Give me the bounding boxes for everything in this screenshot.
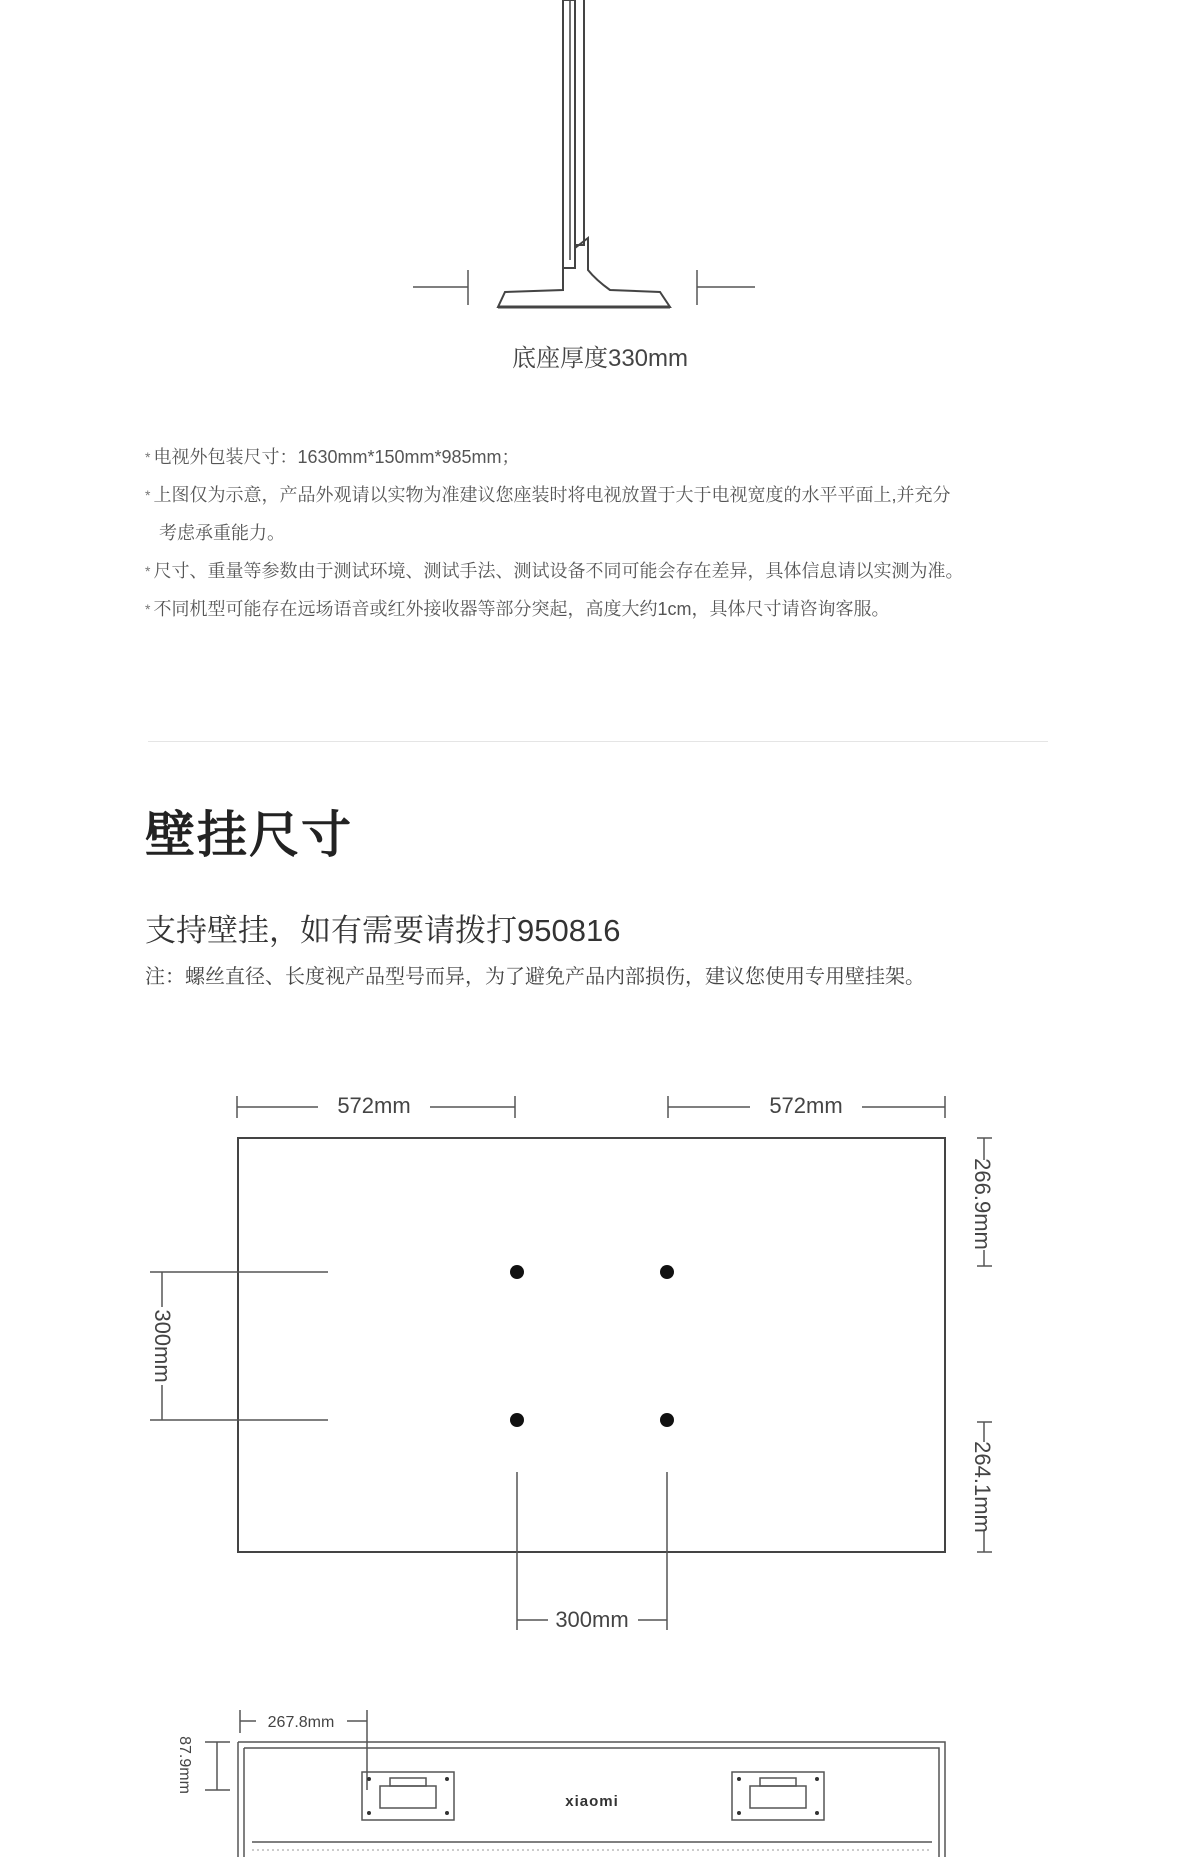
note-bullet: * — [145, 449, 151, 465]
dim-left-width-label: 572mm — [337, 1093, 411, 1118]
note-text: 电视外包装尺寸：1630mm*150mm*985mm； — [153, 447, 520, 467]
dim-top-right-label: 266.9mm — [970, 1158, 995, 1250]
dim-right-width-label: 572mm — [769, 1093, 843, 1118]
wall-mount-title: 壁挂尺寸 — [145, 807, 353, 863]
dim-bottom-right-label: 264.1mm — [970, 1441, 995, 1533]
note-bullet: * — [145, 601, 151, 617]
stand-thickness-caption: 底座厚度330mm — [511, 345, 689, 372]
wall-mount-footnote: 注：螺丝直径、长度视产品型号而异，为了避免产品内部损伤，建议您使用专用壁挂架。 — [145, 966, 925, 988]
note-text: 尺寸、重量等参数由于测试环境、测试手法、测试设备不同可能会存在差异，具体信息请以实测为准。 — [153, 561, 964, 581]
brand-logo-text: xiaomi — [565, 1793, 619, 1810]
wall-mount-subtitle: 支持壁挂，如有需要请拨打950816 — [145, 913, 621, 948]
dim-horizontal-spacing-label: 300mm — [555, 1607, 629, 1632]
note-continuation: 考虑承重能力。 — [159, 523, 285, 543]
mount-hole — [510, 1413, 524, 1427]
dim-offset-label: 267.8mm — [267, 1714, 335, 1731]
note-bullet: * — [145, 487, 151, 503]
dim-vertical-spacing-label: 300mm — [150, 1309, 175, 1383]
note-text: 不同机型可能存在远场语音或红外接收器等部分突起，高度大约1cm，具体尺寸请咨询客服。 — [153, 599, 890, 619]
note-bullet: * — [145, 563, 151, 579]
note-text: 上图仅为示意，产品外观请以实物为准建议您座装时将电视放置于大于电视宽度的水平平面上,并充分 — [153, 485, 951, 505]
mount-hole — [510, 1265, 524, 1279]
mount-hole — [660, 1413, 674, 1427]
tv-back-outline — [238, 1138, 945, 1552]
mount-hole — [660, 1265, 674, 1279]
dim-height-label: 87.9mm — [176, 1736, 193, 1794]
